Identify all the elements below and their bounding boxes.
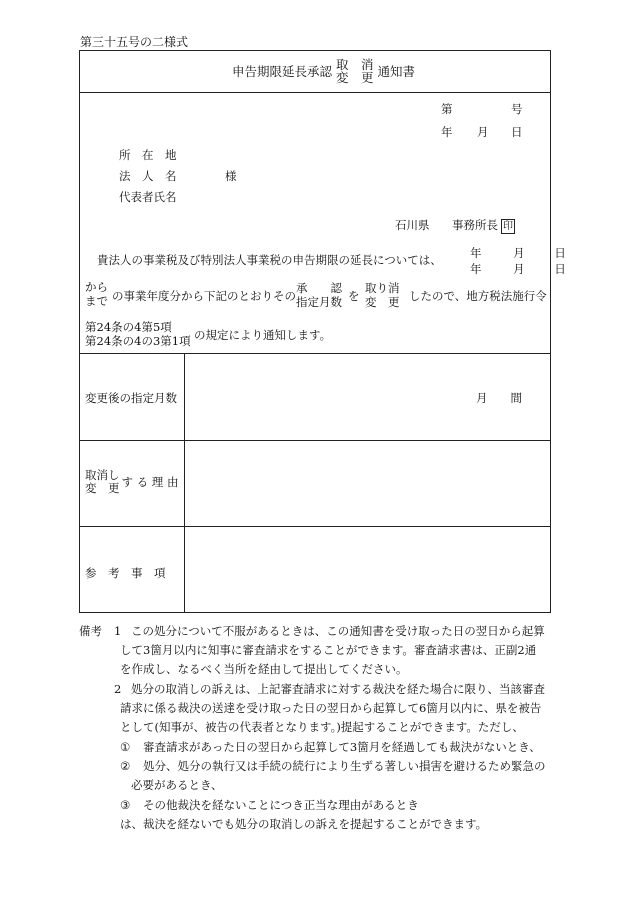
- date-day-label: 日: [511, 125, 523, 139]
- remarks-heading: 備考: [79, 624, 102, 638]
- body-sentence-3: の規定により通知します。: [194, 328, 332, 342]
- period-start-year: 年: [470, 246, 482, 260]
- particle-wo: を: [348, 289, 360, 303]
- issuer-title: 事務所長: [452, 218, 498, 232]
- from-until-stack: [85, 280, 108, 308]
- condition-1-mark: ①: [120, 740, 131, 754]
- remark-1-number: 1: [114, 624, 122, 638]
- action-cancel-option: 取り消: [365, 281, 400, 295]
- condition-2-mark: ②: [120, 759, 131, 773]
- condition-1-text: 審査請求があった日の翌日から起算して3箇月を経過しても裁決がないとき、: [143, 740, 541, 754]
- date-year-label: 年: [441, 125, 453, 139]
- period-start-day: 日: [554, 246, 566, 260]
- article-option-1: 第24条の4第5項: [85, 320, 172, 334]
- article-option-2: 第24条の4の3第1項: [85, 334, 191, 348]
- body-sentence-1: 貴法人の事業税及び特別法人事業税の申告期限の延長については、: [97, 253, 442, 267]
- body-divider: [79, 353, 551, 354]
- reference-label: 参 考 事 項: [85, 566, 166, 580]
- reason-options: [85, 469, 120, 495]
- representative-label: 代表者氏名: [119, 190, 177, 204]
- remarks-closing: は、裁決を経ないでも処分の取消しの訴えを提起することができます。: [120, 817, 488, 831]
- reason-option-cancel: 取消し: [85, 468, 120, 482]
- title-divider: [79, 92, 551, 93]
- condition-3-mark: ③: [120, 798, 131, 812]
- condition-3-text: その他裁決を経ないことにつき正当な理由があるとき: [143, 798, 419, 812]
- form-number-label: 第三十五号の二様式: [80, 35, 189, 49]
- document-number-prefix: 第: [441, 102, 453, 116]
- approval-stack: [296, 281, 342, 309]
- location-label: 所 在 地: [119, 148, 177, 162]
- remark-1-line-2: して3箇月以内に知事に審査請求をすることができます。審査請求書は、正副2通: [120, 643, 537, 657]
- reason-suffix: す る 理 由: [121, 475, 179, 489]
- period-date-row-1: [470, 245, 566, 261]
- period-end-year: 年: [470, 262, 482, 276]
- article-stack: [85, 320, 191, 348]
- document-number-suffix: 号: [511, 102, 523, 116]
- document-title: [232, 58, 415, 84]
- remark-2-number: 2: [114, 682, 122, 696]
- remark-1-line-3: を作成し、なるべく当所を経由して提出してください。: [120, 662, 408, 676]
- date-month-label: 月: [477, 125, 489, 139]
- title-suffix: 通知書: [377, 64, 416, 79]
- label-column-divider: [184, 353, 185, 613]
- official-seal-mark: 印: [503, 221, 513, 232]
- title-option-cancel: 取 消: [336, 57, 374, 72]
- issuer-prefecture: 石川県: [395, 218, 430, 232]
- title-options: [336, 58, 374, 84]
- period-date-row-2: [470, 261, 566, 277]
- changed-months-label: 変更後の指定月数: [85, 391, 177, 405]
- issuer-office: [452, 217, 515, 234]
- designated-months-option: 指定月数: [296, 295, 342, 309]
- action-stack: [365, 281, 400, 309]
- remark-2-line-3: として(知事が、被告の代表者となります。)提起することができます。ただし、: [120, 720, 524, 734]
- period-start-month: 月: [513, 246, 525, 260]
- title-option-change: 変 更: [336, 70, 374, 85]
- remark-2-line-1: 処分の取消しの訴えは、上記審査請求に対する裁決を経た場合に限り、当該審査: [131, 682, 545, 696]
- honorific: 様: [225, 169, 237, 183]
- row-divider-2: [79, 526, 551, 527]
- reason-label: [85, 469, 178, 495]
- row-divider-1: [79, 440, 551, 441]
- action-change-option: 変 更: [365, 295, 400, 309]
- period-end-month: 月: [513, 262, 525, 276]
- condition-2-line-1: 処分、処分の執行又は手続の続行により生ずる著しい損害を避けるため緊急の: [143, 759, 546, 773]
- approval-option: 承 認: [296, 281, 342, 295]
- reason-option-change: 変 更: [85, 481, 120, 495]
- condition-2-line-2: 必要があるとき、: [131, 778, 223, 792]
- period-end-day: 日: [554, 262, 566, 276]
- until-label: まで: [85, 294, 108, 308]
- from-label: から: [85, 280, 108, 294]
- corp-name-label: 法 人 名: [119, 169, 177, 183]
- months-unit: 月 間: [476, 391, 522, 405]
- body-sentence-2a: の事業年度分から下記のとおりその: [112, 289, 296, 303]
- remark-1-line-1: この処分について不服があるときは、この通知書を受け取った日の翌日から起算: [131, 624, 545, 638]
- body-sentence-2b: したので、地方税法施行令: [409, 289, 547, 303]
- remark-2-line-2: 請求に係る裁決の送達を受け取った日の翌日から起算して6箇月以内に、県を被告: [120, 701, 542, 715]
- title-prefix: 申告期限延長承認: [232, 64, 333, 79]
